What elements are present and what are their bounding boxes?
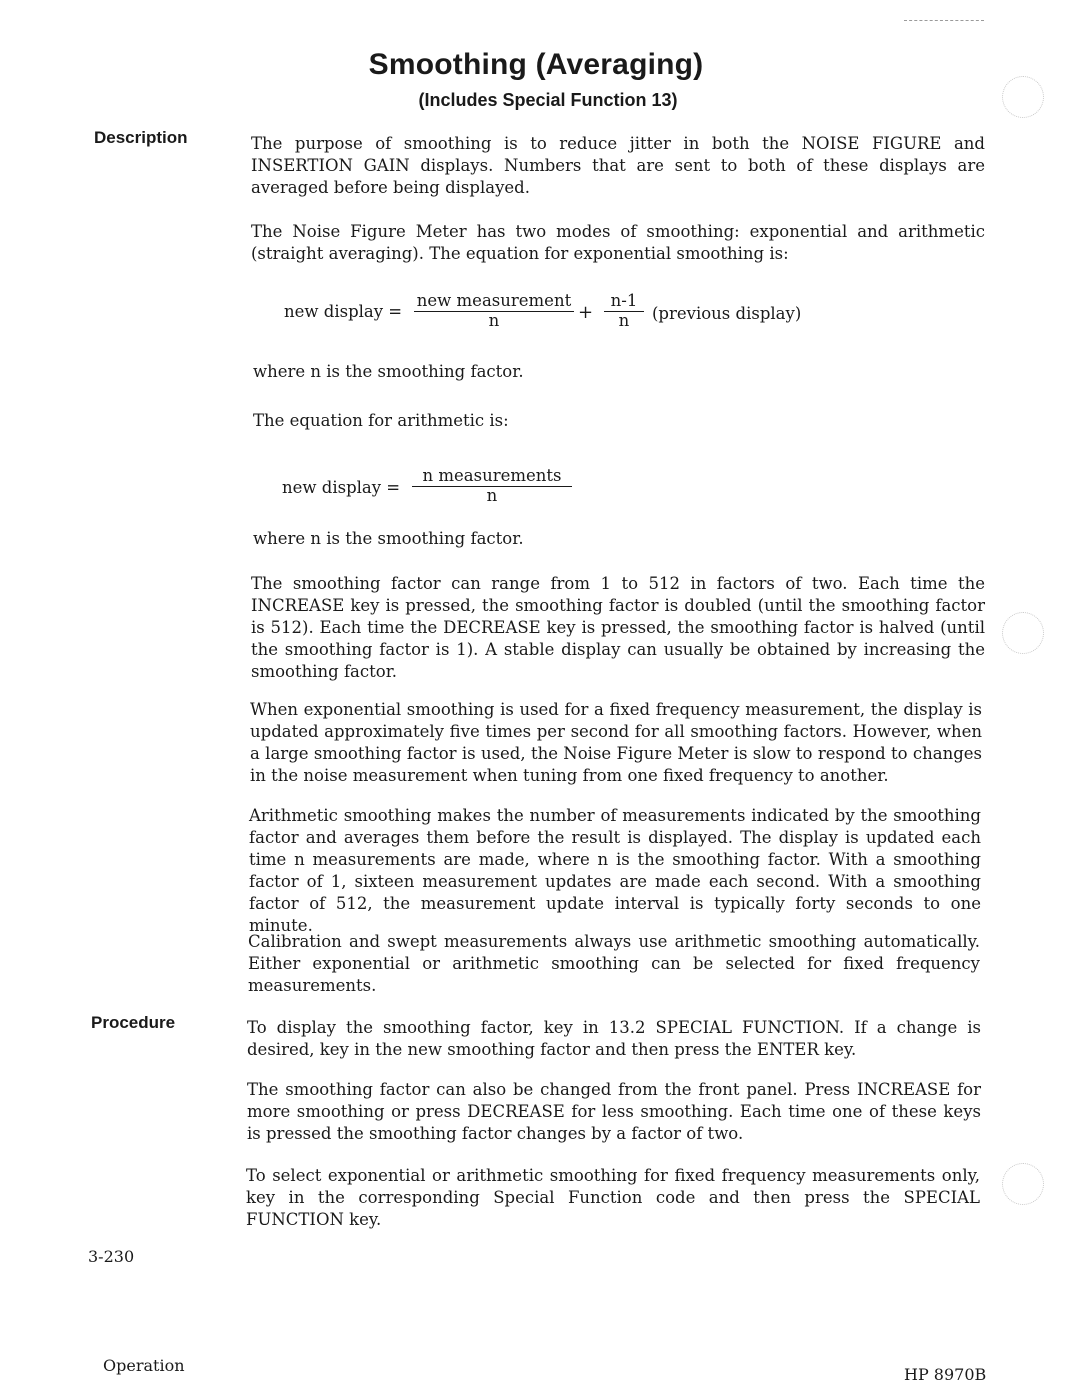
fraction-n-measurements [412,467,572,505]
fraction-numerator: n measurements [412,467,572,487]
where-clause-arithmetic: where n is the smoothing factor. [253,529,524,548]
procedure-heading: Procedure [91,1013,176,1032]
description-paragraph-exponential: When exponential smoothing is used for a fixed frequency measurement, the display is updated approximately five times per second for all smoothing factors. However, when a large smoothing factor is used, the Noise Figure Meter is slow to respond to changes in the noise measurement when tuning from one fixed frequency to another. [250,700,982,785]
fraction-numerator: new measurement [414,292,574,312]
procedure-paragraph-display: To display the smoothing factor, key in 13.2 SPECIAL FUNCTION. If a change is desired, key in the new smoothing factor and then press the ENTER key. [247,1018,981,1059]
plus-sign: + [578,302,594,323]
procedure-paragraph-front-panel: The smoothing factor can also be changed from the front panel. Press INCREASE for more smoothing or press DECREASE for less smoothing. Each time one of these keys is pressed the smoothing factor changes by a factor of two. [247,1080,981,1143]
description-heading: Description [94,128,188,147]
page-title: Smoothing (Averaging) [368,48,704,81]
description-paragraph-modes: The Noise Figure Meter has two modes of smoothing: exponential and arithmetic (straight averaging). The equation for exponential smoothing is: [251,222,985,263]
page-number: 3-230 [88,1247,135,1266]
fraction-denominator: n [618,311,630,330]
fraction-denominator: n [488,311,500,330]
equation-lhs: new display = [282,478,401,497]
where-clause-exponential: where n is the smoothing factor. [253,362,524,381]
footer-model: HP 8970B [904,1365,987,1384]
equation-lhs: new display = [284,302,403,321]
description-paragraph-range: The smoothing factor can range from 1 to 512 in factors of two. Each time the INCREASE key is pressed, the smoothing factor is doubled (until the smoothing factor is 512). Each time the DECREASE key is pressed, the smoothing factor is halved (until the smoothing factor is 1). A stable display can usually be obtained by increasing the smoothing factor. [251,574,985,681]
fraction-numerator: n-1 [604,292,644,312]
arithmetic-intro: The equation for arithmetic is: [253,411,509,430]
description-paragraph-calibration: Calibration and swept measurements always use arithmetic smoothing automatically. Either exponential or arithmetic smoothing can be selected for fixed frequency measurements. [248,932,980,995]
procedure-paragraph-select: To select exponential or arithmetic smoothing for fixed frequency measurements only, key in the corresponding Special Function code and then press the SPECIAL FUNCTION key. [246,1166,980,1229]
binder-hole [1002,1163,1044,1205]
fraction-new-measurement [414,292,574,330]
page-subtitle: (Includes Special Function 13) [418,90,678,110]
scan-mark [904,10,984,21]
binder-hole [1002,612,1044,654]
description-paragraph-arithmetic: Arithmetic smoothing makes the number of measurements indicated by the smoothing factor and averages them before the result is displayed. The display is updated each time n measurements are made, where n is the smoothing factor. With a smoothing factor of 1, sixteen measurement updates are made each second. With a smoothing factor of 512, the measurement update interval is typically forty seconds to one minute. [249,806,981,935]
description-paragraph-purpose: The purpose of smoothing is to reduce jitter in both the NOISE FIGURE and INSERTION GAIN displays. Numbers that are sent to both of these displays are averaged before being displayed. [251,134,985,197]
footer-section: Operation [103,1356,185,1375]
fraction-n-minus-1 [604,292,644,330]
equation-tail: (previous display) [652,304,802,323]
binder-hole [1002,76,1044,118]
fraction-denominator: n [486,486,498,505]
